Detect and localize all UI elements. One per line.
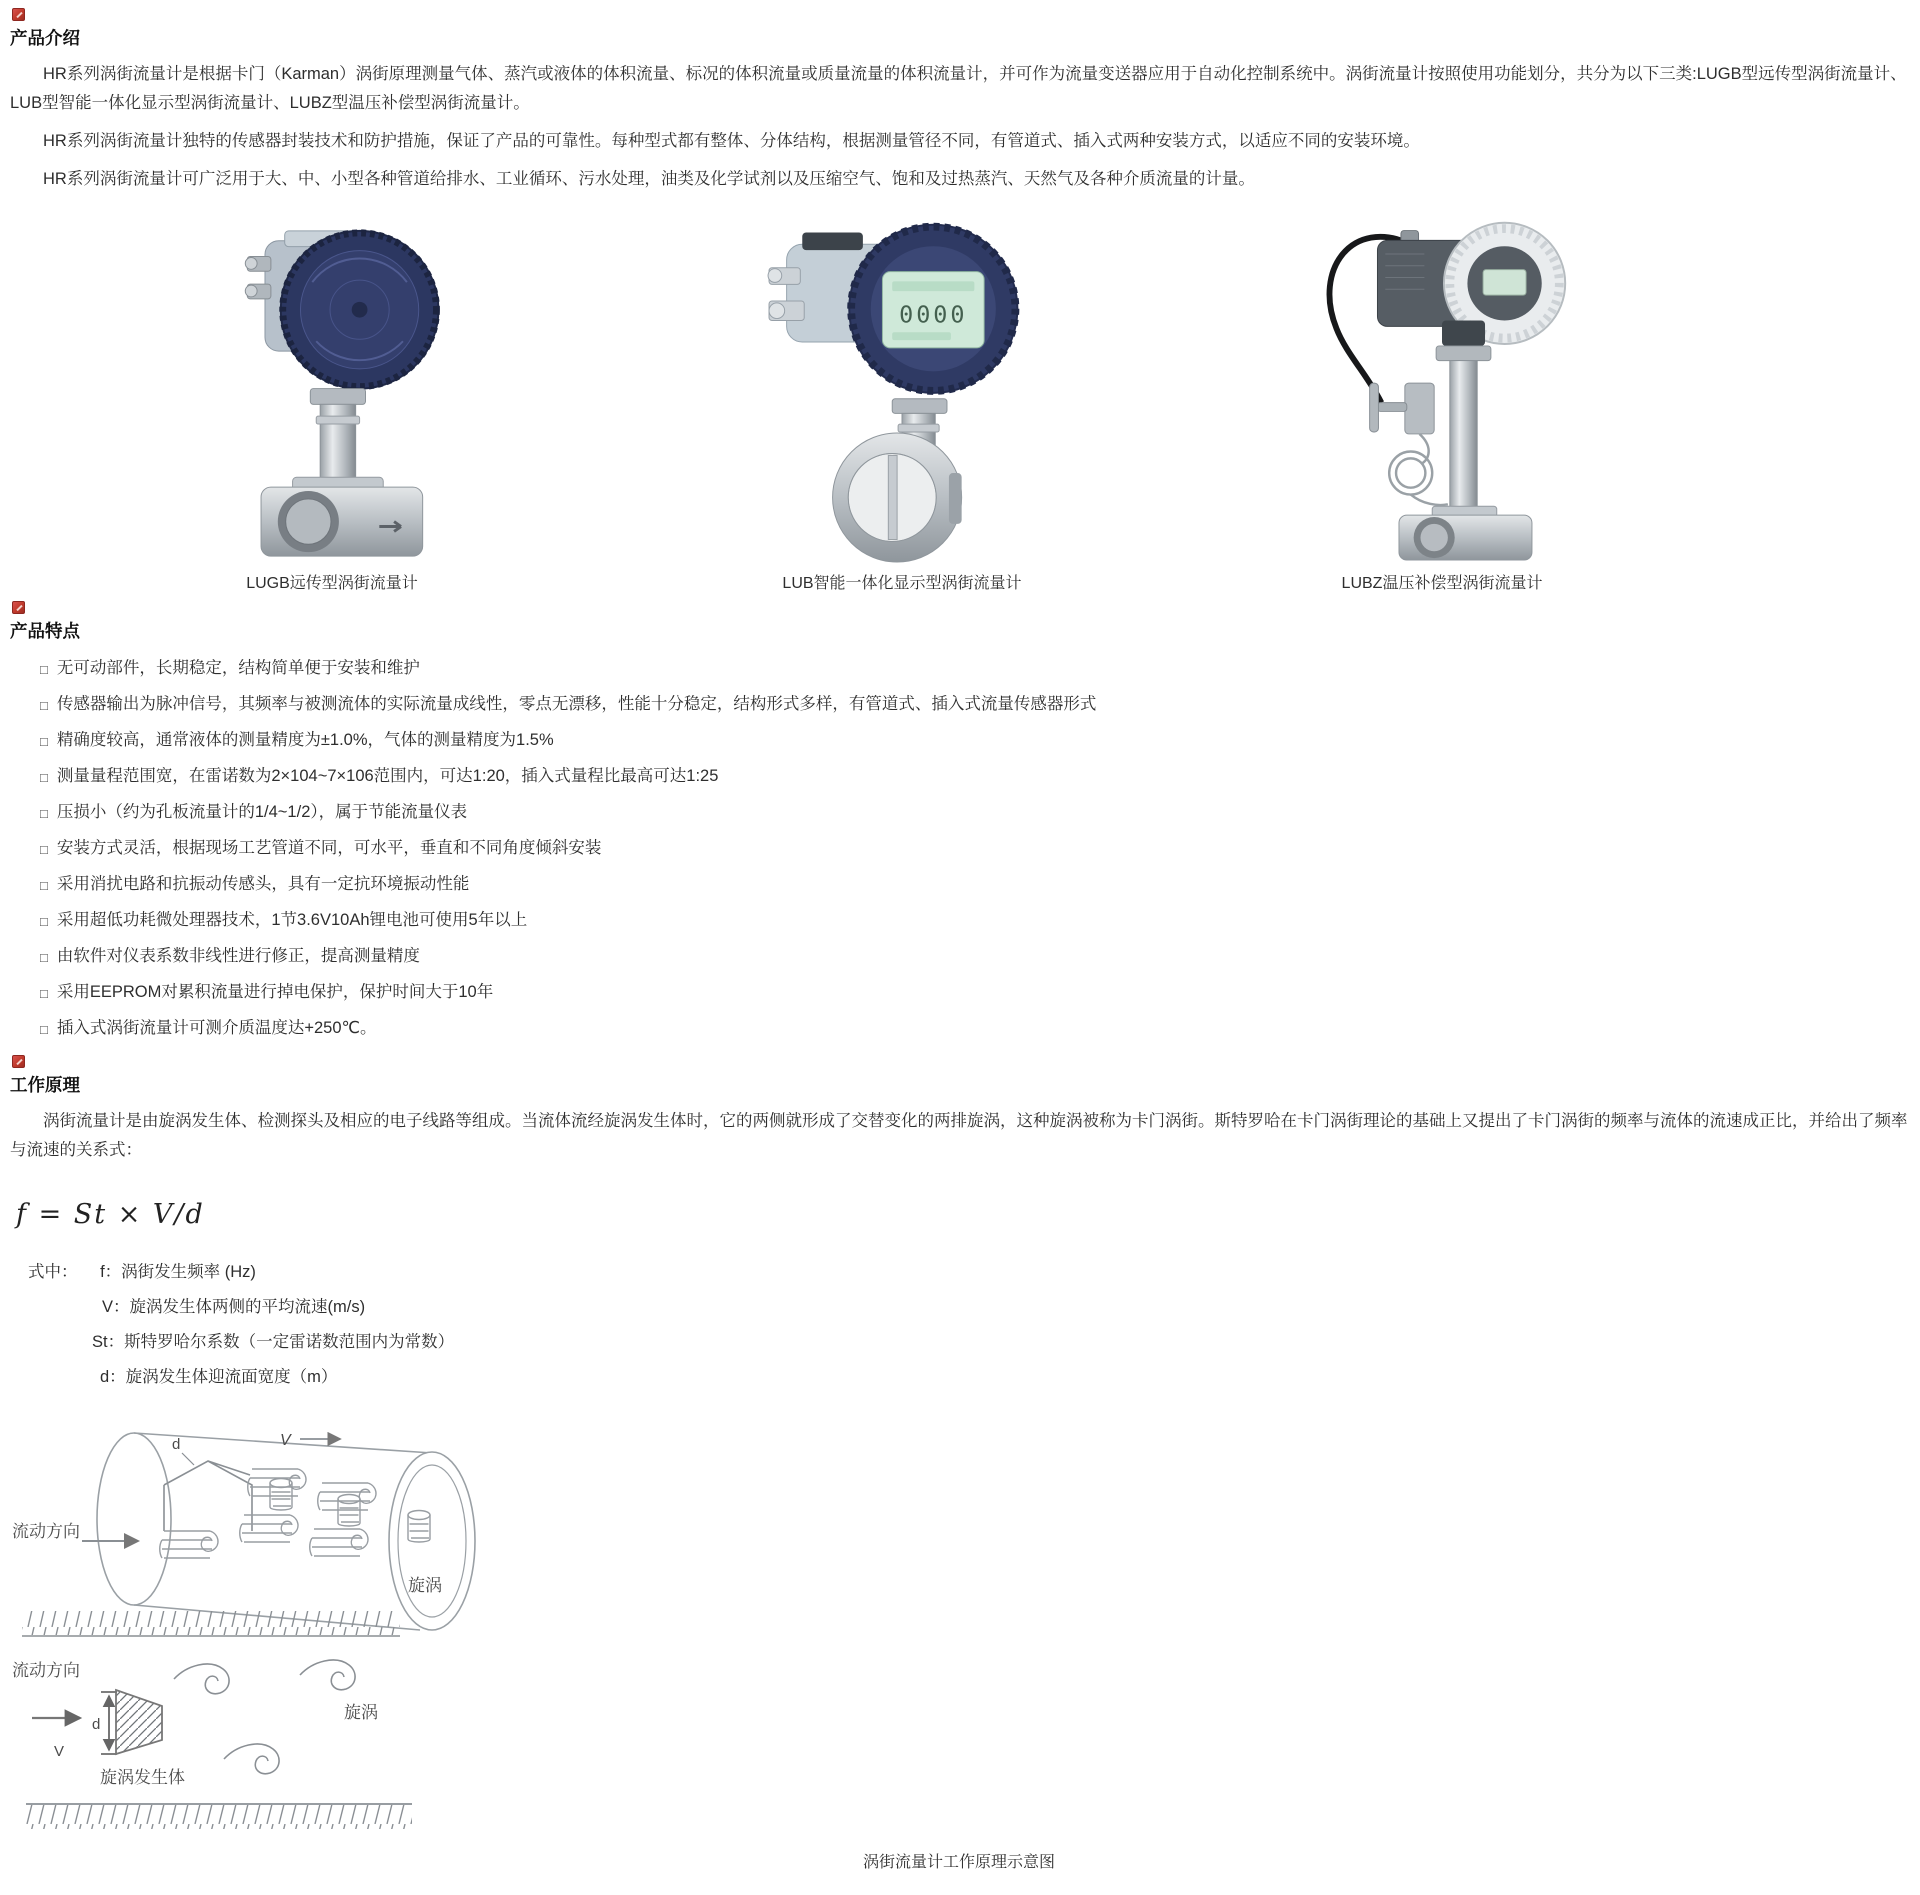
section-title-features: 产品特点 xyxy=(10,621,80,641)
feature-item xyxy=(40,765,1910,787)
v-label: V xyxy=(280,1432,291,1449)
feature-item xyxy=(40,1017,1910,1039)
definition-f: f：涡街发生频率 (Hz) xyxy=(100,1263,256,1281)
diagram-caption: 涡街流量计工作原理示意图 xyxy=(862,1854,1055,1871)
feature-text: 传感器输出为脉冲信号，其频率与被测流体的实际流量成线性，零点无漂移，性能十分稳定，结构形式多样，有管道式、插入式流量传感器形式 xyxy=(56,695,1097,713)
square-bullet-icon: □ xyxy=(40,806,48,821)
feature-text: 测量量程范围宽，在雷诺数为2×104~7×106范围内，可达1:20，插入式量程比最高可达1:25 xyxy=(56,767,719,785)
feature-text: 精确度较高，通常液体的测量精度为±1.0%，气体的测量精度为1.5% xyxy=(56,731,554,749)
d-label: d xyxy=(172,1436,181,1453)
vortex-label: 旋涡 xyxy=(408,1576,442,1595)
feature-item xyxy=(40,657,1910,679)
section-title-intro: 产品介绍 xyxy=(10,28,80,48)
square-bullet-icon: □ xyxy=(40,986,48,1001)
square-bullet-icon: □ xyxy=(40,878,48,893)
product-caption-lugb: LUGB远传型涡街流量计 xyxy=(246,575,418,592)
feature-text: 采用EEPROM对累积流量进行掉电保护，保护时间大于10年 xyxy=(56,983,494,1001)
feature-item xyxy=(40,981,1910,1003)
intro-paragraph: HR系列涡街流量计是根据卡门（Karman）涡街原理测量气体、蒸汽或液体的体积流量、标况的体积流量或质量流量的体积流量计，并可作为流量变送器应用于自动化控制系统中。涡街流量计按照使用功能划分，共分为以下三类:LUGB型远传型涡街流量计、LUB型智能一体化显示型涡街流量计、LUBZ型温压补偿型涡街流量计。 xyxy=(10,65,1907,112)
product-caption-lubz: LUBZ温压补偿型涡街流量计 xyxy=(1341,575,1543,592)
feature-text: 无可动部件，长期稳定，结构简单便于安装和维护 xyxy=(56,659,420,677)
square-bullet-icon: □ xyxy=(40,914,48,929)
bluff-body-diagram xyxy=(12,1656,432,1841)
v-label: V xyxy=(54,1743,65,1760)
intro-paragraph: HR系列涡街流量计独特的传感器封装技术和防护措施，保证了产品的可靠性。每种型式都有整体、分体结构，根据测量管径不同，有管道式、插入式两种安装方式，以适应不同的安装环境。 xyxy=(43,132,1420,150)
square-bullet-icon: □ xyxy=(40,662,48,677)
feature-text: 采用消扰电路和抗振动传感头，具有一定抗环境振动性能 xyxy=(56,875,470,893)
section-marker-icon xyxy=(12,1055,25,1068)
flow-direction-label: 流动方向 xyxy=(12,1661,80,1680)
product-figure-lubz xyxy=(1272,211,1612,593)
vortex-frequency-formula: f = St × V/d xyxy=(16,1199,205,1230)
vortex-generator-label: 旋涡发生体 xyxy=(100,1768,185,1787)
definition-v: V：旋涡发生体两侧的平均流速(m/s) xyxy=(102,1298,366,1316)
section-features xyxy=(10,601,1910,1039)
section-intro xyxy=(10,8,1910,593)
lcd-readout: 0000 xyxy=(899,300,968,329)
feature-item xyxy=(40,693,1910,715)
square-bullet-icon: □ xyxy=(40,698,48,713)
square-bullet-icon: □ xyxy=(40,1022,48,1037)
d-label: d xyxy=(92,1716,101,1733)
feature-item xyxy=(40,945,1910,967)
product-caption-lub: LUB智能一体化显示型涡街流量计 xyxy=(782,575,1022,592)
feature-item xyxy=(40,801,1910,823)
feature-text: 采用超低功耗微处理器技术，1节3.6V10Ah锂电池可使用5年以上 xyxy=(56,911,528,929)
feature-item xyxy=(40,729,1910,751)
working-principle-diagrams xyxy=(12,1419,1910,1841)
product-figure-lugb xyxy=(182,223,482,593)
section-marker-icon xyxy=(12,8,25,21)
feature-item xyxy=(40,837,1910,859)
principle-paragraph: 涡街流量计是由旋涡发生体、检测探头及相应的电子线路等组成。当流体流经旋涡发生体时，它的两侧就形成了交替变化的两排旋涡，这种旋涡被称为卡门涡街。斯特罗哈在卡门涡街理论的基础上又提出了卡门涡街的频率与流体的流速成正比，并给出了频率与流速的关系式： xyxy=(10,1112,1908,1159)
square-bullet-icon: □ xyxy=(40,734,48,749)
square-bullet-icon: □ xyxy=(40,950,48,965)
feature-item xyxy=(40,873,1910,895)
product-image-lugb xyxy=(192,223,472,563)
feature-text: 插入式涡街流量计可测介质温度达+250℃。 xyxy=(56,1019,377,1037)
definition-row xyxy=(28,1260,1910,1284)
square-bullet-icon: □ xyxy=(40,770,48,785)
square-bullet-icon: □ xyxy=(40,842,48,857)
definition-d: d：旋涡发生体迎流面宽度（m） xyxy=(100,1368,338,1386)
feature-text: 安装方式灵活，根据现场工艺管道不同，可水平，垂直和不同角度倾斜安装 xyxy=(56,839,602,857)
product-gallery xyxy=(10,203,1910,593)
intro-paragraph: HR系列涡街流量计可广泛用于大、中、小型各种管道给排水、工业循环、污水处理，油类及化学试剂以及压缩空气、饱和及过热蒸汽、天然气及各种介质流量的计量。 xyxy=(43,170,1255,188)
definition-st: St：斯特罗哈尔系数（一定雷诺数范围内为常数） xyxy=(92,1333,455,1351)
product-image-lubz xyxy=(1292,211,1592,563)
product-image-lub xyxy=(742,211,1062,563)
product-figure-lub xyxy=(732,211,1072,593)
vortex-label: 旋涡 xyxy=(344,1703,378,1722)
section-marker-icon xyxy=(12,601,25,614)
section-title-principle: 工作原理 xyxy=(10,1075,80,1095)
pipe-vortex-diagram xyxy=(12,1419,492,1654)
feature-item xyxy=(40,909,1910,931)
flow-direction-label: 流动方向 xyxy=(12,1522,80,1541)
feature-text: 压损小（约为孔板流量计的1/4~1/2），属于节能流量仪表 xyxy=(56,803,468,821)
section-principle xyxy=(10,1055,1910,1872)
feature-text: 由软件对仪表系数非线性进行修正，提高测量精度 xyxy=(56,947,420,965)
where-label: 式中： xyxy=(28,1263,78,1281)
formula-definitions xyxy=(28,1260,1910,1389)
